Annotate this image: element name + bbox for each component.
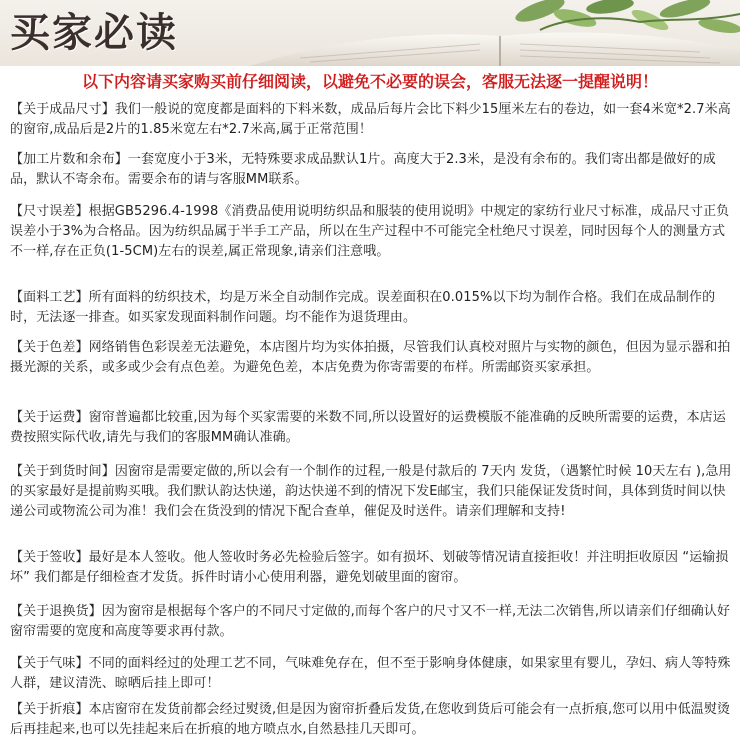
section-fabric-craft: [10, 288, 732, 328]
section-text: 网络销售色彩误差无法避免，本店图片均为实体拍摄，尽管我们认真校对照片与实物的颜色，但因为显示器和拍摄光源的关系，或多或少会有点色差。为避免色差，本店免费为你寄需要的布样。所需邮资买家承担。: [10, 340, 731, 375]
section-label: 【关于气味】: [10, 656, 89, 671]
section-text: 因窗帘是需要定做的,所以会有一个制作的过程,一般是付款后的 7天内 发货，（遇繁忙时候 10天左右 ),急用的买家最好是提前购买哦。我们默认韵达快递，韵达快递不到的情况下发E邮宝，我们只能保证发货时间，具体到货时间以快递公司或物流公司为准！我们会在货没到的情况下配合查单，催促及时送件。请亲们理解和支持!: [10, 464, 732, 519]
page-title: 买家必读: [10, 9, 178, 56]
section-text: 所有面料的纺织技术，均是万米全自动制作完成。误差面积在0.015%以下均为制作合格。我们在成品制作的时，无法逐一排查。如买家发现面料制作问题。均不能作为退货理由。: [10, 290, 716, 325]
book-image: [240, 0, 740, 66]
section-text: 窗帘普遍都比较重,因为每个买家需要的米数不同,所以设置好的运费模版不能准确的反映所需要的运费，本店运费按照实际代收,请先与我们的客服MM确认准确。: [10, 410, 726, 445]
section-label: 【关于折痕】: [10, 702, 89, 717]
section-signing: [10, 548, 732, 588]
book-illustration: [240, 0, 740, 66]
section-text: 不同的面料经过的处理工艺不同，气味难免存在，但不至于影响身体健康，如果家里有婴儿，孕妇、病人等特殊人群，建议清洗、晾晒后挂上即可！: [10, 656, 731, 691]
section-text: 本店窗帘在发货前都会经过熨烫,但是因为窗帘折叠后发货,在您收到货后可能会有一点折痕,您可以用中低温熨烫后再挂起来,也可以先挂起来后在折痕的地方喷点水,自然悬挂几天即可。: [10, 702, 731, 737]
section-color-diff: [10, 338, 732, 378]
section-text: 我们一般说的宽度都是面料的下料米数，成品后每片会比下料少15厘米左右的卷边，如一套4米宽*2.7米高的窗帘,成品后是2片的1.85米宽左右*2.7米高,属于正常范围！: [10, 102, 731, 137]
section-label: 【关于色差】: [10, 340, 89, 355]
section-text: 根据GB5296.4-1998《消费品使用说明纺织品和服装的使用说明》中规定的家纺行业尺寸标准，成品尺寸正负误差小于3%为合格品。因为纺织品属于半手工产品，所以在生产过程中不可能完全杜绝尺寸误差，同时因每个人的测量方式不一样,存在正负(1-5CM)左右的误差,属正常现象,请亲们注意哦。: [10, 204, 730, 259]
section-size-error: [10, 202, 732, 262]
section-text: 最好是本人签收。他人签收时务必先检验后签字。如有损坏、划破等情况请直接拒收！并注明拒收原因 “运输损坏” 我们都是仔细检查才发货。拆件时请小心使用利器，避免划破里面的窗帘。: [10, 550, 729, 585]
section-label: 【关于退换货】: [10, 604, 102, 619]
section-label: 【加工片数和余布】: [10, 152, 128, 167]
section-product-size: [10, 100, 732, 140]
section-delivery-time: [10, 462, 732, 522]
section-text: 一套宽度小于3米，无特殊要求成品默认1片。高度大于2.3米，是没有余布的。我们寄出都是做好的成品，默认不寄余布。需要余布的请与客服MM联系。: [10, 152, 716, 187]
section-label: 【关于签收】: [10, 550, 89, 565]
section-shipping-fee: [10, 408, 732, 448]
section-label: 【关于成品尺寸】: [10, 102, 115, 117]
section-returns: [10, 602, 732, 642]
section-text: 因为窗帘是根据每个客户的不同尺寸定做的,而每个客户的尺寸又不一样,无法二次销售,所以请亲们仔细确认好窗帘需要的宽度和高度等要求再付款。: [10, 604, 731, 639]
notice-subtitle: 以下内容请买家购买前仔细阅读，以避免不必要的误会，客服无法逐一提醒说明！: [81, 72, 658, 91]
header-banner: [0, 0, 740, 66]
section-panels-fabric: [10, 150, 732, 190]
section-label: 【关于运费】: [10, 410, 89, 425]
section-creases: [10, 700, 732, 740]
section-odor: [10, 654, 732, 694]
section-label: 【尺寸误差】: [10, 204, 89, 219]
section-label: 【面料工艺】: [10, 290, 89, 305]
section-label: 【关于到货时间】: [10, 464, 115, 479]
